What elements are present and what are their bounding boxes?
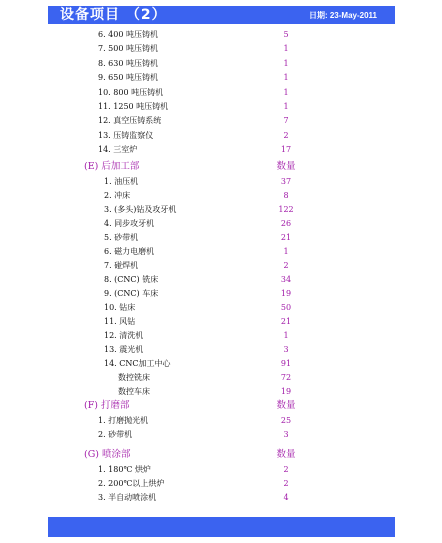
item-label: 2. 200℃以上烘炉 [98, 479, 165, 488]
item-label: 6. 磁力电磨机 [104, 247, 155, 256]
list-item: 5. 砂带机 21 [0, 231, 442, 245]
item-label: 1. 180℃ 烘炉 [98, 465, 151, 474]
date-label: 日期: 23-May-2011 [308, 11, 377, 20]
section-heading: (E) 后加工部 [84, 161, 140, 172]
item-label: 8. 630 吨压铸机 [98, 58, 158, 68]
list-item: 数控铣床 72 [0, 371, 442, 385]
list-item: 数控车床 19 [0, 385, 442, 399]
item-label: 11. 风钻 [104, 317, 136, 326]
list-item: 9. (CNC) 车床 19 [0, 287, 442, 301]
item-label: 13. 震光机 [104, 345, 144, 354]
item-label: 11. 1250 吨压铸机 [98, 102, 169, 111]
item-label: 12. 清洗机 [104, 331, 144, 340]
item-label: 2. 冲床 [104, 191, 131, 200]
list-item: 14. 三室炉 17 [0, 143, 442, 157]
item-label: 5. 砂带机 [104, 233, 139, 242]
list-item: 4. 同步攻牙机 26 [0, 217, 442, 231]
footer-bar [48, 517, 395, 537]
list-item: 12. 真空压铸系统 7 [0, 114, 442, 128]
list-item: 2. 冲床 8 [0, 189, 442, 203]
list-item: 14. CNC加工中心 91 [0, 357, 442, 371]
item-label: 数控车床 [118, 387, 150, 396]
list-item: 10. 800 吨压铸机 1 [0, 86, 442, 100]
list-item: 8. (CNC) 铣床 34 [0, 273, 442, 287]
list-item: 3. 半自动喷涂机 4 [0, 491, 442, 505]
list-item: 6. 400 吨压铸机 5 [0, 28, 442, 42]
list-item: 11. 1250 吨压铸机 1 [0, 100, 442, 114]
list-item: 2. 砂带机 3 [0, 428, 442, 442]
list-item: 6. 磁力电磨机 1 [0, 245, 442, 259]
item-label: 9. 650 吨压铸机 [98, 73, 158, 83]
list-item: 8. 630 吨压铸机 1 [0, 57, 442, 71]
item-label: 3. (多头)钻及攻牙机 [104, 205, 177, 214]
list-item: 3. (多头)钻及攻牙机 122 [0, 203, 442, 217]
list-item: 1. 油压机 37 [0, 175, 442, 189]
list-item: 7. 500 吨压铸机 1 [0, 42, 442, 56]
list-item: 7. 碰焊机 2 [0, 259, 442, 273]
item-label: 10. 钻床 [104, 303, 136, 312]
list-item: 1. 180℃ 烘炉 2 [0, 463, 442, 477]
item-label: 14. CNC加工中心 [104, 359, 171, 368]
item-label: 14. 三室炉 [98, 145, 138, 155]
item-label: 1. 打磨抛光机 [98, 416, 149, 425]
item-label: 13. 压铸监察仪 [98, 130, 154, 140]
list-item: 13. 压铸监察仪 2 [0, 129, 442, 143]
item-label: 2. 砂带机 [98, 430, 133, 439]
item-label: 12. 真空压铸系统 [98, 116, 162, 126]
item-label: 10. 800 吨压铸机 [98, 87, 164, 97]
list-item: 9. 650 吨压铸机 1 [0, 71, 442, 85]
item-label: 8. (CNC) 铣床 [104, 275, 159, 284]
item-label: 1. 油压机 [104, 177, 139, 186]
item-label: 9. (CNC) 车床 [104, 289, 159, 298]
list-item: 11. 风钻 21 [0, 315, 442, 329]
item-label: 7. 碰焊机 [104, 261, 139, 270]
item-label: 6. 400 吨压铸机 [98, 30, 158, 39]
list-item: 13. 震光机 3 [0, 343, 442, 357]
section-heading: (F) 打磨部 [84, 400, 130, 411]
list-item: 12. 清洗机 1 [0, 329, 442, 343]
list-item: 1. 打磨抛光机 25 [0, 414, 442, 428]
item-label: 4. 同步攻牙机 [104, 219, 155, 228]
item-label: 3. 半自动喷涂机 [98, 493, 157, 502]
header-bar [48, 6, 395, 24]
list-item: 2. 200℃以上烘炉 2 [0, 477, 442, 491]
item-label: 数控铣床 [118, 373, 150, 382]
section-heading: (G) 喷涂部 [84, 449, 131, 460]
page-title: 设备项目 （2） [60, 7, 167, 23]
list-item: 10. 钻床 50 [0, 301, 442, 315]
item-label: 7. 500 吨压铸机 [98, 44, 158, 54]
